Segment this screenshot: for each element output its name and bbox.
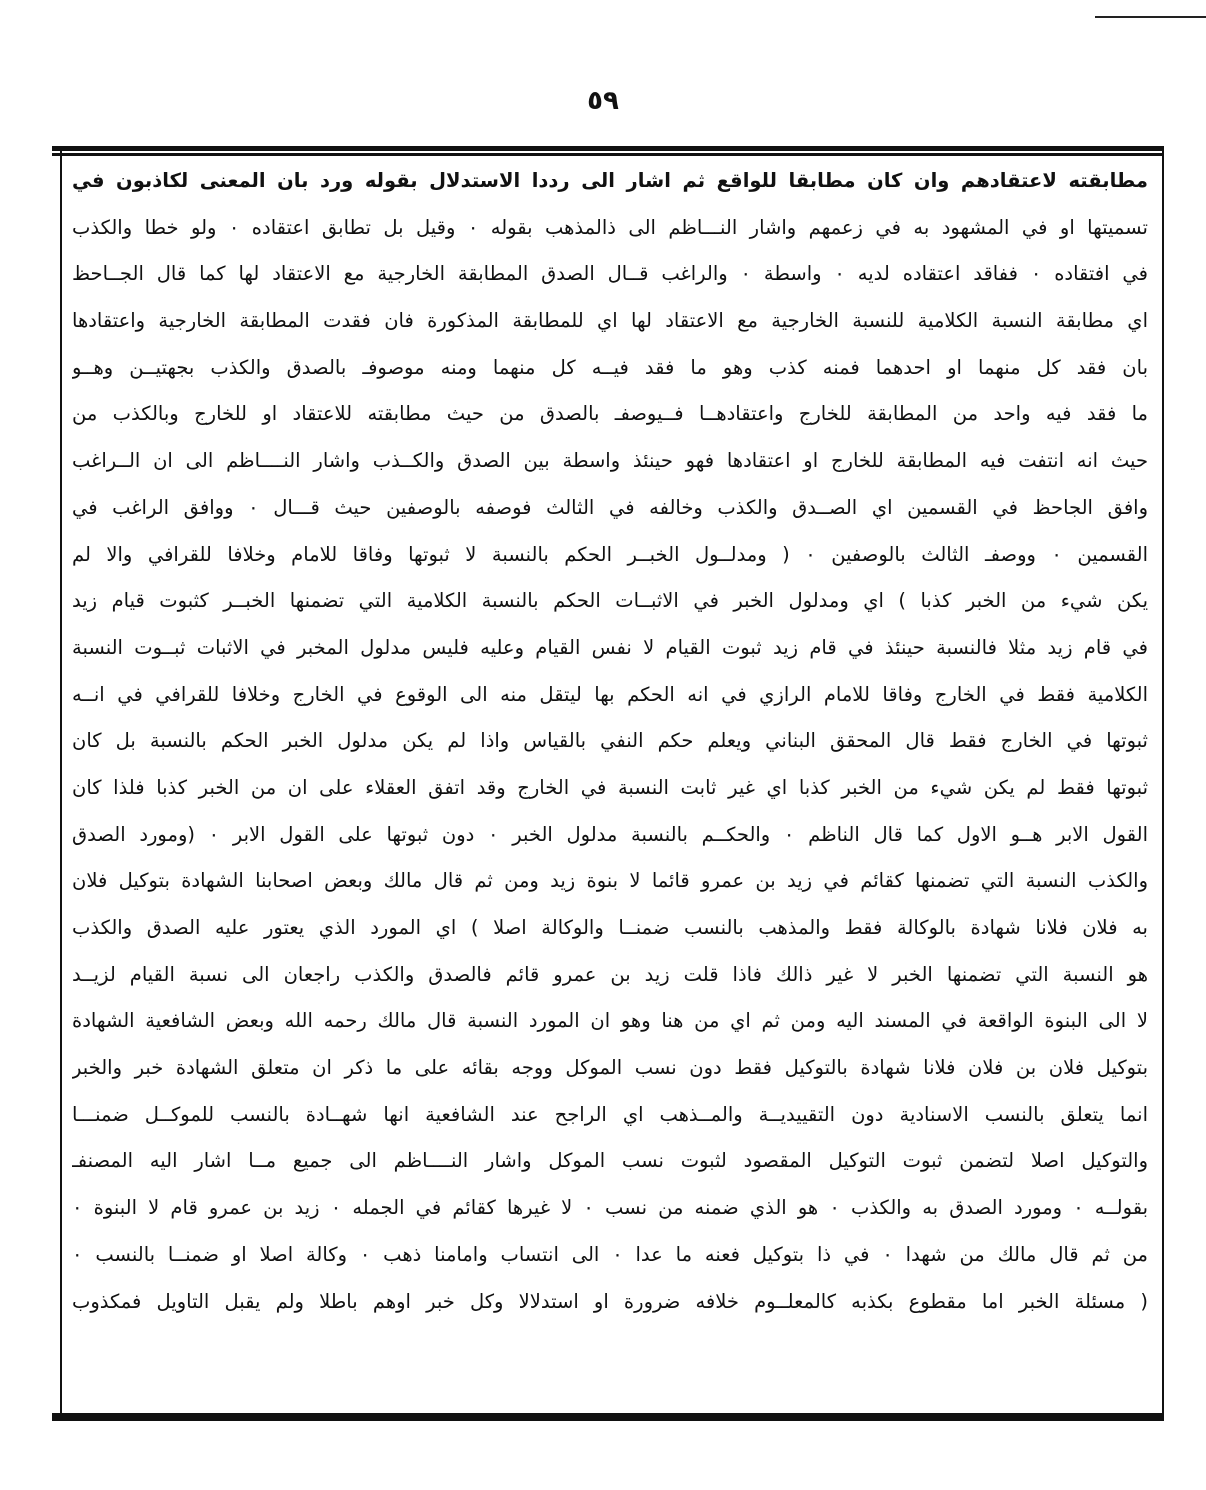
text-line: ثبوتها فقط لم يكن شيء من الخبر كذبا اي غير ثابت النسبة في الخارج وقد اتفق العقلاء على ان من الخبر كذبا فلذا كان — [72, 775, 1148, 799]
text-line: لا الى البنوة الواقعة في المسند اليه ومن ثم اي من هنا وهو ان المورد النسبة قال مالك رحمه الله وبعض الشافعية الشهادة — [72, 1009, 1148, 1033]
text-line: والكذب النسبة التي تضمنها كقائم في زيد بن عمرو قائما لا بنوة زيد ومن ثم قال مالك وبعض اصحابنا الشهادة بتوكيل فلان — [72, 869, 1148, 893]
text-line: في قام زيد مثلا فالنسبة حينئذ في قام زيد ثبوت القيام لا نفس القيام وعليه فليس مدلول المخبر في الاثبات ثبــوت النسبة — [72, 635, 1148, 659]
text-line: بتوكيل فلان بن فلان فلانا شهادة بالتوكيل فقط دون نسب الموكل ووجه بقائه على ما ذكر ان متعلق الشهادة خبر والخبر — [72, 1056, 1148, 1080]
text-line: القول الابر هــو الاول كما قال الناظم ٠ والحكــم بالنسبة مدلول الخبر ٠ دون ثبوتها على القول الابر ٠ (ومورد الصدق — [72, 822, 1148, 846]
text-line: ( مسئلة الخبر اما مقطوع بكذبه كالمعلــوم خلافه ضرورة او استدلالا وكل خبر اوهم باطلا ولم يقبل التاويل فمكذوب — [72, 1289, 1148, 1313]
text-line: بان فقد كل منهما او احدهما فمنه كذب وهو ما فقد فيــه كل منهما ومنه موصوفـ بالصدق والكذب بجهتيــن وهــو — [72, 355, 1148, 379]
text-line: به فلان فلانا شهادة بالوكالة فقط والمذهب بالنسب ضمنــا والوكالة اصلا ) اي المورد الذي يعتور عليه الصدق والكذب — [72, 916, 1148, 939]
text-line: في افتقاده ٠ ففاقد اعتقاده لديه ٠ واسطة ٠ والراغب قــال الصدق المطابقة الخارجية مع الاعتقاد لها كما قال الجــاحظ — [72, 262, 1148, 286]
text-line: الكلامية فقط في الخارج وفاقا للامام الرازي في انه الحكم بها ليتقل منه الى الوقوع في الخارج وخلافا للقرافي في انــه — [72, 682, 1148, 706]
text-line: يكن شيء من الخبر كذبا ) اي ومدلول الخبر في الاثبــات الحكم بالنسبة الكلامية التي تضمنها الخبــر كثبوت قيام زيد — [72, 589, 1148, 613]
text-line: اي مطابقة النسبة الكلامية للنسبة الخارجية مع الاعتقاد لها اي للمطابقة المذكورة فان فقدت المطابقة الخارجية واعتقادها — [72, 309, 1148, 333]
page-number: ٥٩ — [587, 86, 619, 116]
text-line: ثبوتها في الخارج فقط قال المحقق البناني ويعلم حكم النفي بالقياس واذا لم يكن مدلول الخبر الحكم بالنسبة بل كان — [72, 729, 1148, 753]
text-line: والتوكيل اصلا لتضمن ثبوت التوكيل المقصود لثبوت نسب الموكل واشار النــــاظم الى جميع مــا اشار اليه المصنفـ — [72, 1149, 1148, 1173]
text-line: هو النسبة التي تضمنها الخبر لا غير ذالك فاذا قلت زيد بن عمرو قائم فالصدق والكذب راجعان الى نسبة القيام لزيــد — [72, 962, 1148, 986]
text-line: انما يتعلق بالنسب الاسنادية دون التقييديــة والمــذهب اي الراجح عند الشافعية انها شهــادة بالنسب للموكــل ضمنـــا — [72, 1102, 1148, 1126]
text-line: من ثم قال مالك من شهدا ٠ في ذا بتوكيل فعنه ما عدا ٠ الى انتساب وامامنا ذهب ٠ وكالة اصلا او ضمنــا بالنسب ٠ — [72, 1242, 1148, 1266]
text-line: مطابقته لاعتقادهم وان كان مطابقا للواقع ثم اشار الى رددا الاستدلال بقوله ورد بان المعنى لكاذبون في — [72, 169, 1148, 192]
text-line: حيث انه انتفت فيه المطابقة للخارج او اعتقادها فهو حينئذ واسطة بين الصدق والكــذب واشار النــــاظم الى ان الــراغب — [72, 449, 1148, 473]
frame-bottom-rule — [52, 1416, 1164, 1421]
top-edge-rule — [1095, 16, 1206, 18]
body-text — [72, 158, 1148, 1325]
text-line: وافق الجاحظ في القسمين اي الصــدق والكذب وخالفه في الثالث فوصفه بالوصفين حيث قـــال ٠ ووافق الراغب في — [72, 495, 1148, 519]
text-line: تسميتها او في المشهود به في زعمهم واشار النـــاظم الى ذالمذهب بقوله ٠ وقيل بل تطابق اعتقاده ٠ ولو خطا والكذب — [72, 215, 1148, 239]
text-line: بقولــه ٠ ومورد الصدق به والكذب ٠ هو الذي ضمنه من نسب ٠ لا غيرها كقائم في الجمله ٠ زيد بن عمرو قام لا البنوة ٠ — [72, 1196, 1148, 1220]
text-line: القسمين ٠ ووصفـ الثالث بالوصفين ٠ ( ومدلــول الخبــر الحكم بالنسبة لا ثبوتها وفاقا للامام وخلافا للقرافي والا لم — [72, 542, 1148, 566]
text-line: ما فقد فيه واحد من المطابقة للخارج واعتقادهــا فــيوصفـ بالصدق من حيث مطابقته للاعتقاد او للخارج وبالكذب من — [72, 402, 1148, 426]
